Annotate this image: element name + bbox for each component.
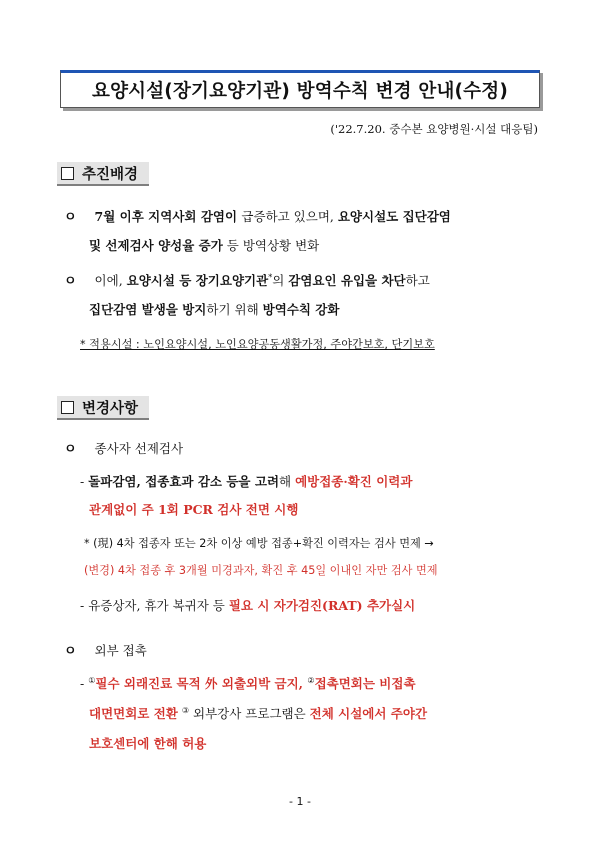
item-text-bold: 요양시설도 집단감염 [337,209,451,224]
group-title [64,438,183,457]
section-checkbox-icon [61,167,74,180]
section-checkbox-icon [61,401,74,414]
bullet-icon: ㅇ [64,644,77,659]
circled-number: ③ [181,705,190,715]
section-heading-background [57,396,149,420]
item-text: 외부강사 프로그램은 [189,706,310,721]
note-line: * (現) 4차 접종자 또는 2차 이상 예방 접종+확진 이력자는 검사 면제 → [84,537,434,550]
item-text-bold: 집단감염 발생을 방지 [89,302,207,317]
item-text: - 유증상자, 휴가 복귀자 등 [80,598,229,613]
item-text: 등 방역상황 변화 [222,238,320,253]
item-text-bold: 감염요인 유입을 차단 [288,273,406,288]
item-text-bold: 요양시설 등 장기요양기관 [126,273,269,288]
item-text: 이에, [94,273,127,288]
item-text: 하고 있으며, [265,209,338,224]
section-heading: 변경사항 [82,400,139,417]
item-text-bold: 돌파감염, 접종효과 감소 등을 고려 [88,474,280,489]
group-title-text: 외부 접촉 [94,643,147,658]
item-text-red: 필수 외래진료 목적 外 외출외박 금지, [95,676,308,691]
dash-marker: - [80,676,89,691]
circled-number: ② [307,675,315,685]
item-text-red: 접촉면회는 비접촉 [314,676,416,691]
item-text: 7월 이후 지역사회 감염이 [94,209,242,224]
list-item-continuation [89,300,339,318]
item-text: 해 [279,474,296,489]
dash-item [80,472,412,490]
list-item [64,270,430,289]
item-text-bold: 방역수칙 강화 [262,302,340,317]
dateline: ('22.7.20. 중수본 요양병원·시설 대응팀) [330,122,538,136]
dash-item [80,596,415,614]
section-heading: 추진배경 [82,166,139,183]
item-text-red: 전체 시설에서 주야간 [309,706,428,721]
document-title: 요양시설(장기요양기관) 방역수칙 변경 안내(수정) [92,81,508,102]
item-text-red: 보호센터에 한해 허용 [89,736,207,751]
page-number: - 1 - [289,795,311,808]
circled-number: ① [88,675,96,685]
item-text-red: 관계없이 주 1회 PCR 검사 전면 시행 [89,502,299,517]
group-title-text: 종사자 선제검사 [94,441,184,456]
item-text-bold: 및 선제검사 양성율 증가 [89,238,223,253]
document-title-box [60,70,540,108]
bullet-icon: ㅇ [64,210,77,225]
dash-item-continuation [89,704,427,722]
dash-marker: - [80,474,89,489]
dash-item-continuation [89,734,206,752]
footnote-marker: * [268,272,273,282]
note-line-red: (변경) 4차 접종 후 3개월 미경과자, 확진 후 45일 이내인 자만 검사 면제 [84,564,438,577]
list-item-continuation [89,236,319,254]
item-text: 하기 위해 [206,302,263,317]
dash-item-continuation [89,500,298,518]
item-text: 급증 [241,209,266,224]
footnote: * 적용시설 : 노인요양시설, 노인요양공동생활가정, 주야간보호, 단기보호 [80,338,435,351]
list-item [64,206,451,225]
dash-item [80,674,416,692]
bullet-icon: ㅇ [64,442,77,457]
item-text: 의 [272,273,289,288]
section-heading-background [57,162,149,186]
item-text-red: 필요 시 자가검진(RAT) 추가실시 [228,598,416,613]
item-text: 하고 [405,273,430,288]
group-title [64,640,147,659]
item-text-red: 예방접종·확진 이력과 [295,474,413,489]
bullet-icon: ㅇ [64,274,77,289]
item-text-red: 대면면회로 전환 [89,706,178,721]
